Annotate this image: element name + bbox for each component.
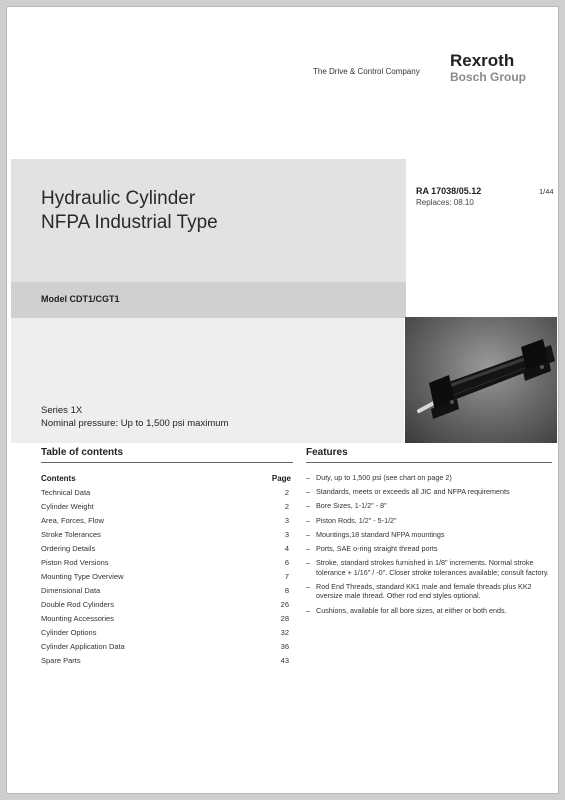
document-number: RA 17038/05.12: [416, 186, 482, 196]
feature-item: – Ports, SAE o-ring straight thread ports: [306, 544, 552, 554]
toc-title: Table of contents: [41, 447, 124, 458]
toc-item[interactable]: [41, 600, 291, 614]
toc-item-label: Stroke Tolerances: [41, 530, 101, 539]
toc-item[interactable]: [41, 572, 291, 586]
toc-item[interactable]: [41, 558, 291, 572]
toc-item-page: 6: [284, 558, 289, 567]
toc-item-page: 26: [280, 600, 289, 609]
feature-item: – Rod End Threads, standard KK1 male and female threads plus KK2 oversize male thread. Other rod end styles optional.: [306, 582, 552, 601]
replaces-note: Replaces: 08.10: [416, 198, 474, 207]
toc-item-label: Cylinder Application Data: [41, 642, 125, 651]
toc-item-page: 2: [284, 488, 289, 497]
toc-item-page: 32: [280, 628, 289, 637]
toc-item-page: 28: [280, 614, 289, 623]
toc-item-page: 36: [280, 642, 289, 651]
toc-list: [41, 488, 291, 670]
toc-item-page: 7: [284, 572, 289, 581]
brand-subtitle: Bosch Group: [450, 70, 527, 84]
feature-item: – Stroke, standard strokes furnished in 1/8" increments. Normal stroke tolerance + 1/16" / -0". Closer stroke tolerances available; consult factory.: [306, 558, 552, 577]
toc-item[interactable]: [41, 656, 291, 670]
features-list: [306, 473, 552, 620]
toc-item-label: Ordering Details: [41, 544, 96, 553]
toc-item[interactable]: [41, 488, 291, 502]
hydraulic-cylinder-image: [405, 317, 557, 443]
toc-item[interactable]: [41, 586, 291, 600]
feature-item: – Standards, meets or exceeds all JIC and NFPA requirements: [306, 487, 552, 497]
datasheet-page: [6, 6, 559, 794]
feature-item: – Mountings,18 standard NFPA mountings: [306, 530, 552, 540]
toc-item-page: 3: [284, 530, 289, 539]
cylinder-photo: [405, 317, 557, 443]
features-divider: [306, 462, 552, 463]
toc-item[interactable]: [41, 642, 291, 656]
toc-item[interactable]: [41, 544, 291, 558]
toc-item[interactable]: [41, 628, 291, 642]
toc-item-label: Technical Data: [41, 488, 91, 497]
model-label: Model CDT1/CGT1: [41, 294, 120, 304]
page-number: 1/44: [539, 187, 554, 196]
feature-item: – Cushions, available for all bore sizes, at either or both ends.: [306, 606, 552, 616]
series-label: Series 1X: [41, 405, 83, 416]
toc-item[interactable]: [41, 614, 291, 628]
toc-item-page: 2: [284, 502, 289, 511]
toc-item-page: 8: [284, 586, 289, 595]
toc-item-label: Cylinder Options: [41, 628, 97, 637]
pressure-label: Nominal pressure: Up to 1,500 psi maximum: [41, 418, 229, 429]
brand-logo: Rexroth: [450, 51, 515, 70]
toc-item[interactable]: [41, 516, 291, 530]
toc-item-label: Mounting Accessories: [41, 614, 114, 623]
toc-item-page: 43: [280, 656, 289, 665]
toc-header-page: Page: [271, 474, 291, 483]
toc-item-label: Cylinder Weight: [41, 502, 94, 511]
toc-item-label: Dimensional Data: [41, 586, 101, 595]
feature-item: – Bore Sizes, 1-1/2" - 8": [306, 501, 552, 511]
series-info: [41, 404, 228, 430]
toc-item-label: Mounting Type Overview: [41, 572, 124, 581]
toc-item-label: Spare Parts: [41, 656, 81, 665]
toc-divider: [41, 462, 293, 463]
document-title: [41, 187, 218, 235]
feature-item: – Duty, up to 1,500 psi (see chart on page 2): [306, 473, 552, 483]
toc-item[interactable]: [41, 530, 291, 544]
toc-item-page: 3: [284, 516, 289, 525]
company-tagline: The Drive & Control Company: [313, 67, 420, 76]
title-line-2: NFPA Industrial Type: [41, 212, 218, 233]
toc-item-label: Double Rod Cylinders: [41, 600, 114, 609]
title-line-1: Hydraulic Cylinder: [41, 188, 196, 209]
feature-item: – Piston Rods, 1/2" - 5-1/2": [306, 516, 552, 526]
toc-header-contents: Contents: [41, 474, 76, 483]
toc-item-label: Piston Rod Versions: [41, 558, 109, 567]
toc-item-page: 4: [284, 544, 289, 553]
toc-item[interactable]: [41, 502, 291, 516]
toc-item-label: Area, Forces, Flow: [41, 516, 104, 525]
features-title: Features: [306, 447, 348, 458]
toc-header: [41, 474, 291, 483]
